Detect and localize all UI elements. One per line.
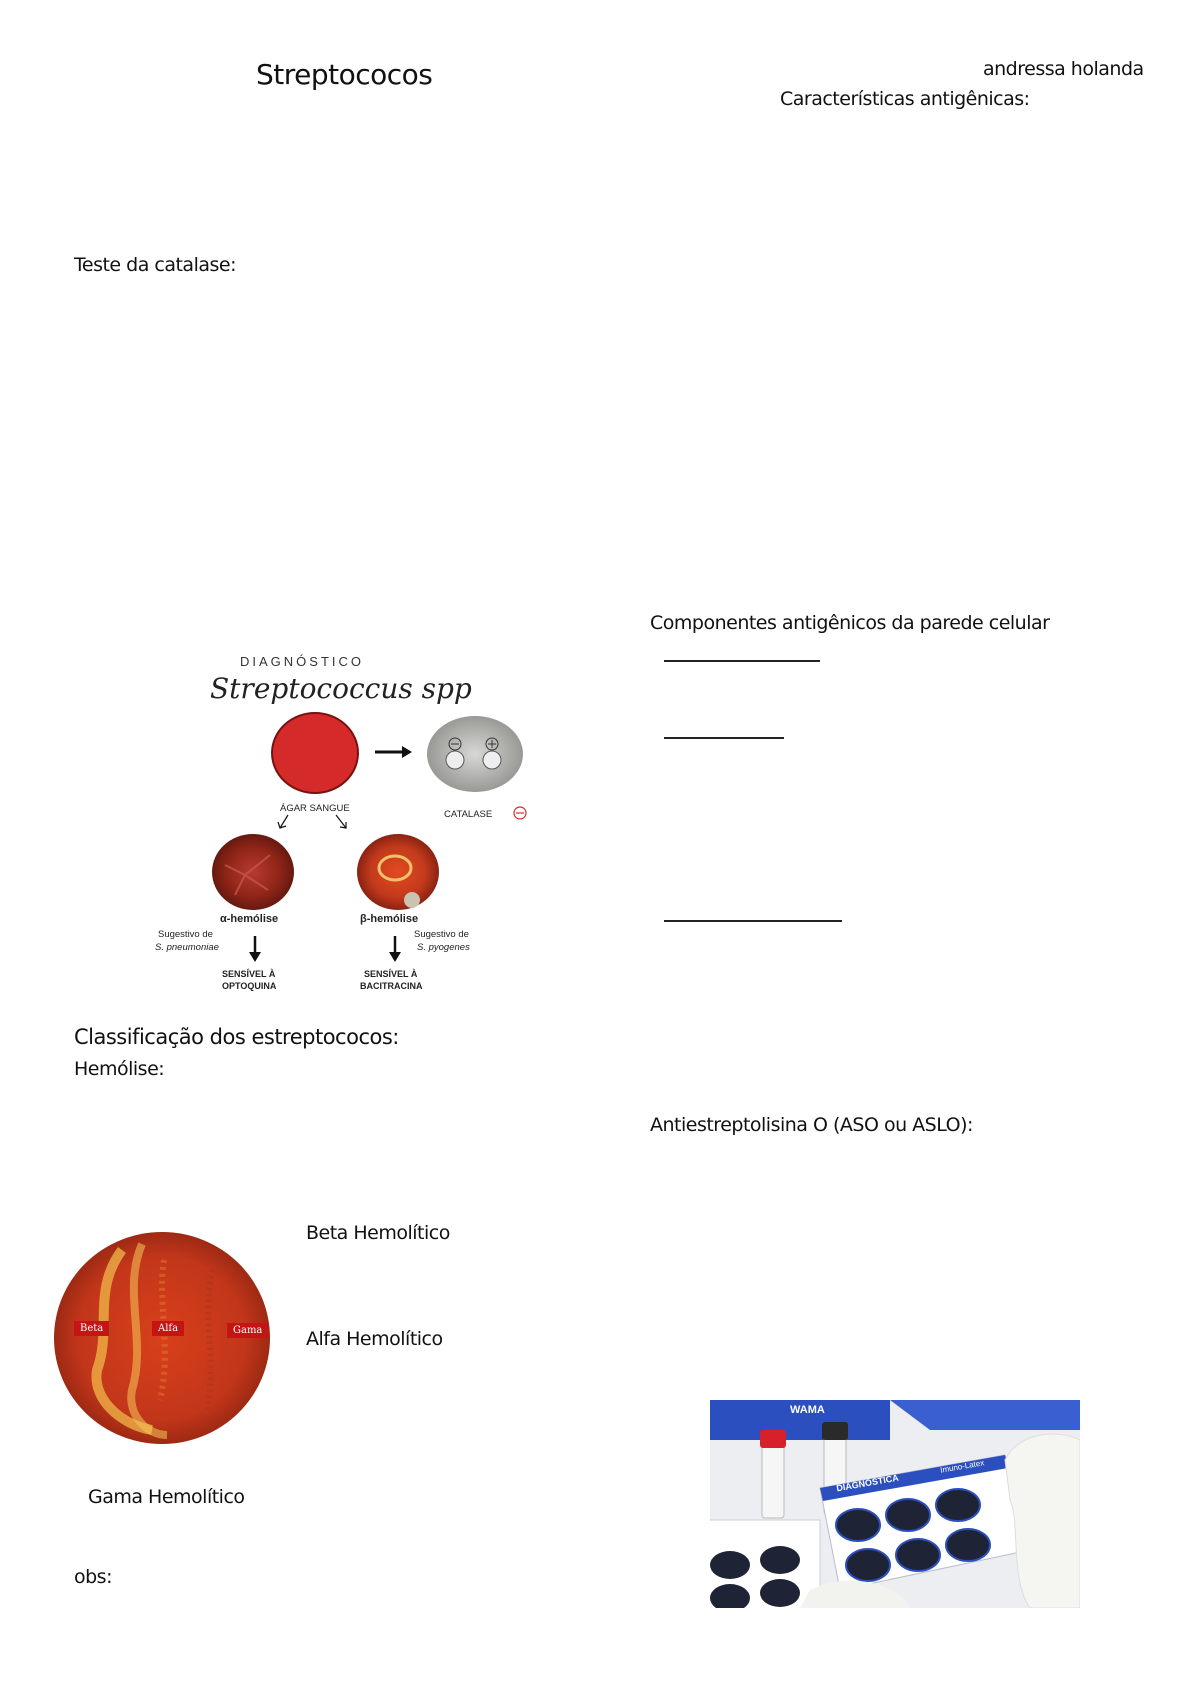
classification-heading: Classificação dos estreptococos: [74, 1025, 399, 1049]
blank-line-3 [664, 920, 842, 922]
alfa-hemolitico-label: Alfa Hemolítico [306, 1328, 443, 1350]
blank-line-2 [664, 737, 784, 739]
agar-label: ÁGAR SANGUE [280, 803, 350, 814]
aso-heading: Antiestreptolisina O (ASO ou ASLO): [650, 1114, 973, 1136]
gama-hemolitico-label: Gama Hemolítico [88, 1486, 245, 1508]
photo-brand: WAMA [790, 1404, 825, 1416]
photo-kit: Imuno-Latex [939, 1458, 985, 1475]
alpha-label: α-hemólise [220, 913, 279, 925]
alpha-sens-2: OPTOQUINA [222, 981, 277, 991]
diagram-subtitle: Streptococcus spp [210, 672, 472, 705]
beta-sens-1: SENSÍVEL À [364, 969, 418, 979]
obs-label: obs: [74, 1566, 112, 1588]
plate-label-beta: Beta [74, 1321, 109, 1336]
aso-test-photo [710, 1400, 1080, 1608]
blank-line-1 [664, 660, 820, 662]
catalase-image [427, 716, 523, 792]
plate-label-gama: Gama [227, 1323, 268, 1338]
hemolysis-plate-image [52, 1230, 274, 1448]
alpha-sens-1: SENSÍVEL À [222, 969, 276, 979]
author-name: andressa holanda [983, 58, 1144, 80]
page-title: Streptococos [256, 58, 433, 91]
plate-label-alfa: Alfa [152, 1321, 184, 1336]
catalase-heading: Teste da catalase: [74, 254, 236, 276]
antigenic-heading: Características antigênicas: [780, 88, 1030, 110]
diagnostic-figure [150, 650, 550, 990]
beta-suggest-1: Sugestivo de [414, 929, 469, 940]
alpha-suggest-1: Sugestivo de [158, 929, 213, 940]
agar-plate [272, 713, 358, 793]
catalase-label: CATALASE [444, 809, 493, 820]
hemolysis-heading: Hemólise: [74, 1058, 165, 1080]
beta-sens-2: BACITRACINA [360, 981, 423, 991]
beta-label: β-hemólise [360, 913, 419, 925]
components-heading: Componentes antigênicos da parede celular [650, 612, 1050, 634]
beta-suggest-2: S. pyogenes [417, 942, 470, 953]
beta-plate [357, 834, 439, 910]
alpha-suggest-2: S. pneumoniae [155, 942, 219, 953]
diagram-heading: DIAGNÓSTICO [240, 654, 365, 669]
photo-brand-sub: DIAGNÓSTICA [835, 1472, 900, 1494]
beta-hemolitico-label: Beta Hemolítico [306, 1222, 450, 1244]
alpha-plate [212, 834, 294, 910]
